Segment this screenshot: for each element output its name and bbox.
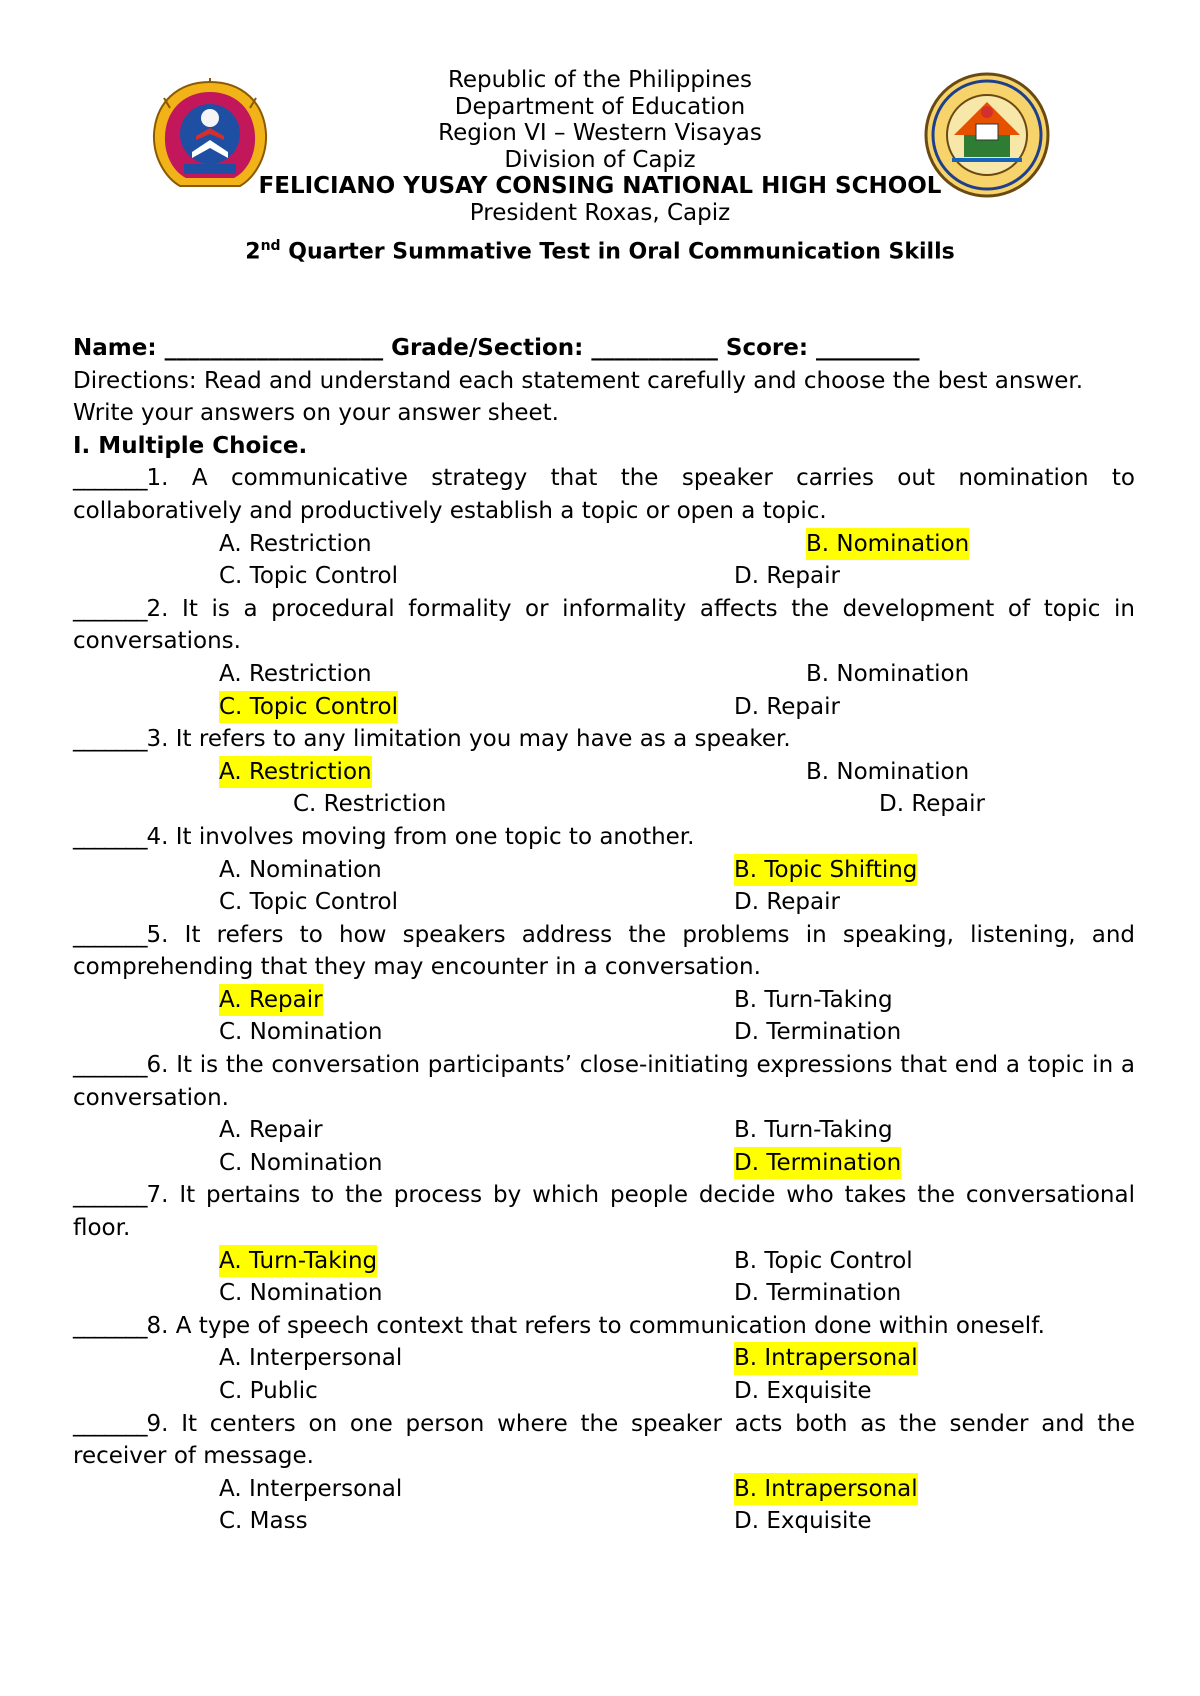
option-b[interactable]: B. Nomination	[806, 660, 970, 687]
option-row	[73, 658, 1135, 691]
name-label: Name:	[73, 335, 157, 361]
test-title-ordinal: nd	[260, 238, 281, 254]
option-a-correct[interactable]: A. Turn-Taking	[219, 1245, 377, 1278]
option-b[interactable]: B. Topic Control	[734, 1247, 913, 1274]
option-a-correct[interactable]: A. Repair	[219, 984, 323, 1017]
answer-blank[interactable]: _______	[73, 1052, 147, 1079]
option-row	[73, 1375, 1135, 1408]
option-d[interactable]: D. Repair	[734, 563, 840, 590]
answer-blank[interactable]: _______	[73, 921, 147, 948]
test-title	[0, 238, 1200, 264]
question-text: It pertains to the process by which people decide who takes the conversational floor.	[73, 1182, 1135, 1242]
test-body	[73, 332, 1135, 1538]
option-c[interactable]: C. Topic Control	[219, 563, 398, 590]
question-item	[73, 593, 1135, 658]
option-b-correct[interactable]: B. Topic Shifting	[734, 854, 917, 887]
question-item	[73, 821, 1135, 854]
answer-blank[interactable]: _______	[73, 1312, 147, 1339]
grade-section-field[interactable]: ___________	[591, 335, 718, 361]
option-a-correct[interactable]: A. Restriction	[219, 756, 372, 789]
test-title-number: 2	[245, 239, 261, 265]
question-text: It refers to how speakers address the problems in speaking, listening, and comprehending that they may encounter in a conversation.	[73, 921, 1135, 981]
option-d[interactable]: D. Repair	[879, 791, 985, 818]
directions: Directions: Read and understand each statement carefully and choose the best answer. Write your answers on your answer sheet.	[73, 367, 1084, 427]
question-item	[73, 1049, 1135, 1114]
question-item	[73, 919, 1135, 984]
option-d-correct[interactable]: D. Termination	[734, 1147, 901, 1180]
option-c[interactable]: C. Restriction	[293, 791, 447, 818]
question-item	[73, 1408, 1135, 1473]
question-item	[73, 1179, 1135, 1244]
option-row	[73, 528, 1135, 561]
question-number: 8.	[146, 1312, 169, 1339]
option-c[interactable]: C. Mass	[219, 1508, 308, 1535]
option-row	[73, 560, 1135, 593]
question-list	[73, 462, 1135, 1538]
question-text: It is a procedural formality or informality affects the development of topic in conversations.	[73, 595, 1135, 655]
question-text: It refers to any limitation you may have as a speaker.	[168, 726, 791, 753]
student-info-line	[73, 332, 1135, 365]
option-d[interactable]: D. Repair	[734, 693, 840, 720]
question-text: It involves moving from one topic to another.	[168, 823, 695, 850]
answer-blank[interactable]: _______	[73, 1182, 147, 1209]
option-d[interactable]: D. Termination	[734, 1280, 902, 1307]
option-a[interactable]: A. Restriction	[219, 660, 372, 687]
option-b[interactable]: B. Nomination	[806, 758, 970, 785]
option-b[interactable]: B. Turn-Taking	[734, 1117, 893, 1144]
question-number: 7.	[146, 1182, 169, 1209]
option-row	[73, 1147, 1135, 1180]
option-row	[73, 1473, 1135, 1506]
option-row	[73, 1016, 1135, 1049]
option-d[interactable]: D. Repair	[734, 889, 840, 916]
header-region: Region VI – Western Visayas	[438, 120, 762, 146]
option-c[interactable]: C. Nomination	[219, 1019, 383, 1046]
option-c[interactable]: C. Nomination	[219, 1149, 383, 1176]
option-b-correct[interactable]: B. Intrapersonal	[734, 1342, 918, 1375]
header-department: Department of Education	[454, 94, 746, 120]
option-c[interactable]: C. Public	[219, 1378, 318, 1404]
option-b-correct[interactable]: B. Nomination	[806, 528, 969, 561]
option-a[interactable]: A. Interpersonal	[219, 1475, 403, 1502]
answer-blank[interactable]: _______	[73, 726, 147, 753]
option-a[interactable]: A. Repair	[219, 1117, 323, 1144]
question-number: 6.	[146, 1052, 169, 1079]
question-number: 5.	[146, 921, 169, 948]
option-b-correct[interactable]: B. Intrapersonal	[734, 1473, 918, 1506]
option-c[interactable]: C. Nomination	[219, 1280, 383, 1307]
school-name: FELICIANO YUSAY CONSING NATIONAL HIGH SCHOOL	[258, 173, 942, 199]
option-row	[73, 1277, 1135, 1310]
question-number: 4.	[146, 823, 169, 850]
option-row	[73, 1342, 1135, 1375]
answer-blank[interactable]: _______	[73, 1410, 147, 1437]
school-address: President Roxas, Capiz	[469, 200, 731, 226]
option-row	[73, 756, 1135, 789]
answer-blank[interactable]: _______	[73, 595, 147, 622]
grade-section-label: Grade/Section:	[391, 335, 584, 361]
option-d[interactable]: D. Exquisite	[734, 1378, 872, 1404]
header-republic: Republic of the Philippines	[447, 67, 753, 93]
question-text: It centers on one person where the speaker acts both as the sender and the receiver of message.	[73, 1410, 1135, 1470]
option-row	[73, 691, 1135, 724]
question-text: It is the conversation participants’ close-initiating expressions that end a topic in a conversation.	[73, 1052, 1135, 1111]
option-c-correct[interactable]: C. Topic Control	[219, 691, 398, 724]
option-b[interactable]: B. Turn-Taking	[734, 986, 893, 1013]
option-row	[73, 854, 1135, 887]
score-label: Score:	[725, 335, 809, 361]
option-row	[73, 1505, 1135, 1538]
section-title: I. Multiple Choice.	[73, 432, 308, 459]
option-row	[73, 1114, 1135, 1147]
question-number: 3.	[146, 726, 169, 753]
option-row	[73, 886, 1135, 919]
option-d[interactable]: D. Termination	[734, 1019, 902, 1046]
score-field[interactable]: _________	[816, 335, 920, 361]
test-title-text: Quarter Summative Test in Oral Communication Skills	[280, 239, 955, 265]
question-text: A communicative strategy that the speaker carries out nomination to collaboratively and productively establish a topic or open a topic.	[73, 465, 1135, 524]
option-a[interactable]: A. Interpersonal	[219, 1345, 403, 1372]
question-number: 1.	[146, 465, 169, 492]
question-item	[73, 462, 1135, 527]
answer-blank[interactable]: _______	[73, 823, 147, 850]
answer-blank[interactable]: _______	[73, 465, 147, 492]
option-a[interactable]: A. Restriction	[219, 530, 372, 557]
option-row	[73, 984, 1135, 1017]
question-item	[73, 1310, 1135, 1343]
header-division: Division of Capiz	[504, 147, 696, 173]
option-d[interactable]: D. Exquisite	[734, 1508, 872, 1535]
option-c[interactable]: C. Topic Control	[219, 889, 398, 916]
question-number: 2.	[146, 595, 169, 622]
option-a[interactable]: A. Nomination	[219, 856, 382, 883]
name-field[interactable]: ___________________	[164, 335, 384, 361]
question-text: A type of speech context that refers to communication done within oneself.	[168, 1312, 1045, 1339]
option-row	[73, 1245, 1135, 1278]
question-number: 9.	[146, 1410, 169, 1437]
option-row	[73, 788, 1135, 821]
question-item	[73, 723, 1135, 756]
